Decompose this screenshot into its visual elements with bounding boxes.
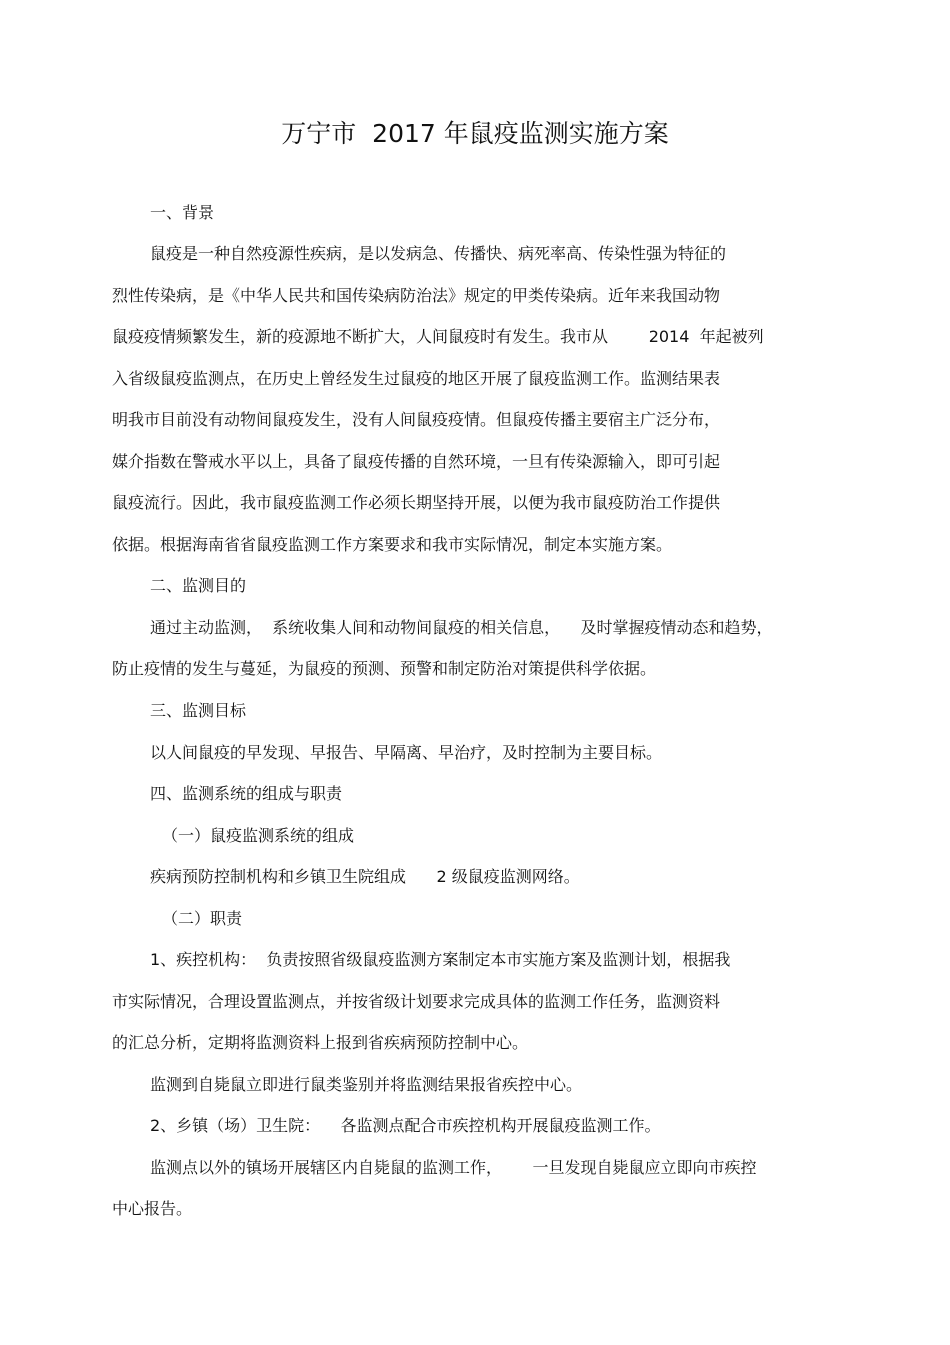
subsection-heading-duties: （二）职责 [162, 909, 243, 928]
paragraph-line: 鼠疫流行。因此，我市鼠疫监测工作必须长期坚持开展，以便为我市鼠疫防治工作提供 [112, 493, 721, 512]
paragraph-line: 依据。根据海南省省鼠疫监测工作方案要求和我市实际情况，制定本实施方案。 [112, 535, 673, 554]
paragraph-line: 鼠疫是一种自然疫源性疾病，是以发病急、传播快、病死率高、传染性强为特征的 [150, 244, 727, 263]
paragraph-line: 明我市目前没有动物间鼠疫发生，没有人间鼠疫疫情。但鼠疫传播主要宿主广泛分布， [112, 410, 721, 429]
paragraph-line: 以人间鼠疫的早发现、早报告、早隔离、早治疗，及时控制为主要目标。 [150, 743, 663, 762]
paragraph-line: 鼠疫疫情频繁发生，新的疫源地不断扩大，人间鼠疫时有发生。我市从 2014 年起被列 [112, 327, 764, 346]
paragraph-line: 防止疫情的发生与蔓延，为鼠疫的预测、预警和制定防治对策提供科学依据。 [112, 659, 657, 678]
paragraph-line: 监测点以外的镇场开展辖区内自毙鼠的监测工作， 一旦发现自毙鼠应立即向市疾控 [150, 1158, 757, 1177]
section-heading-background: 一、背景 [150, 203, 215, 222]
paragraph-line: 的汇总分析，定期将监测资料上报到省疾病预防控制中心。 [112, 1033, 529, 1052]
section-heading-goal: 三、监测目标 [150, 701, 247, 720]
section-heading-purpose: 二、监测目的 [150, 576, 247, 595]
paragraph-line: 2、乡镇（场）卫生院： 各监测点配合市疾控机构开展鼠疫监测工作。 [150, 1116, 661, 1135]
document-title: 万宁市 2017 年鼠疫监测实施方案 [281, 119, 669, 148]
paragraph-line: 烈性传染病，是《中华人民共和国传染病防治法》规定的甲类传染病。近年来我国动物 [112, 286, 721, 305]
paragraph-line: 1、疾控机构： 负责按照省级鼠疫监测方案制定本市实施方案及监测计划，根据我 [150, 950, 731, 969]
paragraph-line: 媒介指数在警戒水平以上，具备了鼠疫传播的自然环境，一旦有传染源输入，即可引起 [112, 452, 721, 471]
paragraph-line: 疾病预防控制机构和乡镇卫生院组成 2 级鼠疫监测网络。 [150, 867, 580, 886]
paragraph-line: 监测到自毙鼠立即进行鼠类鉴别并将监测结果报省疾控中心。 [150, 1075, 583, 1094]
subsection-heading-composition: （一）鼠疫监测系统的组成 [162, 826, 355, 845]
paragraph-line: 入省级鼠疫监测点，在历史上曾经发生过鼠疫的地区开展了鼠疫监测工作。监测结果表 [112, 369, 721, 388]
paragraph-line: 市实际情况，合理设置监测点，并按省级计划要求完成具体的监测工作任务，监测资料 [112, 992, 721, 1011]
paragraph-line: 通过主动监测， 系统收集人间和动物间鼠疫的相关信息， 及时掌握疫情动态和趋势， [150, 618, 773, 637]
section-heading-system: 四、监测系统的组成与职责 [150, 784, 343, 803]
paragraph-line: 中心报告。 [112, 1199, 193, 1218]
